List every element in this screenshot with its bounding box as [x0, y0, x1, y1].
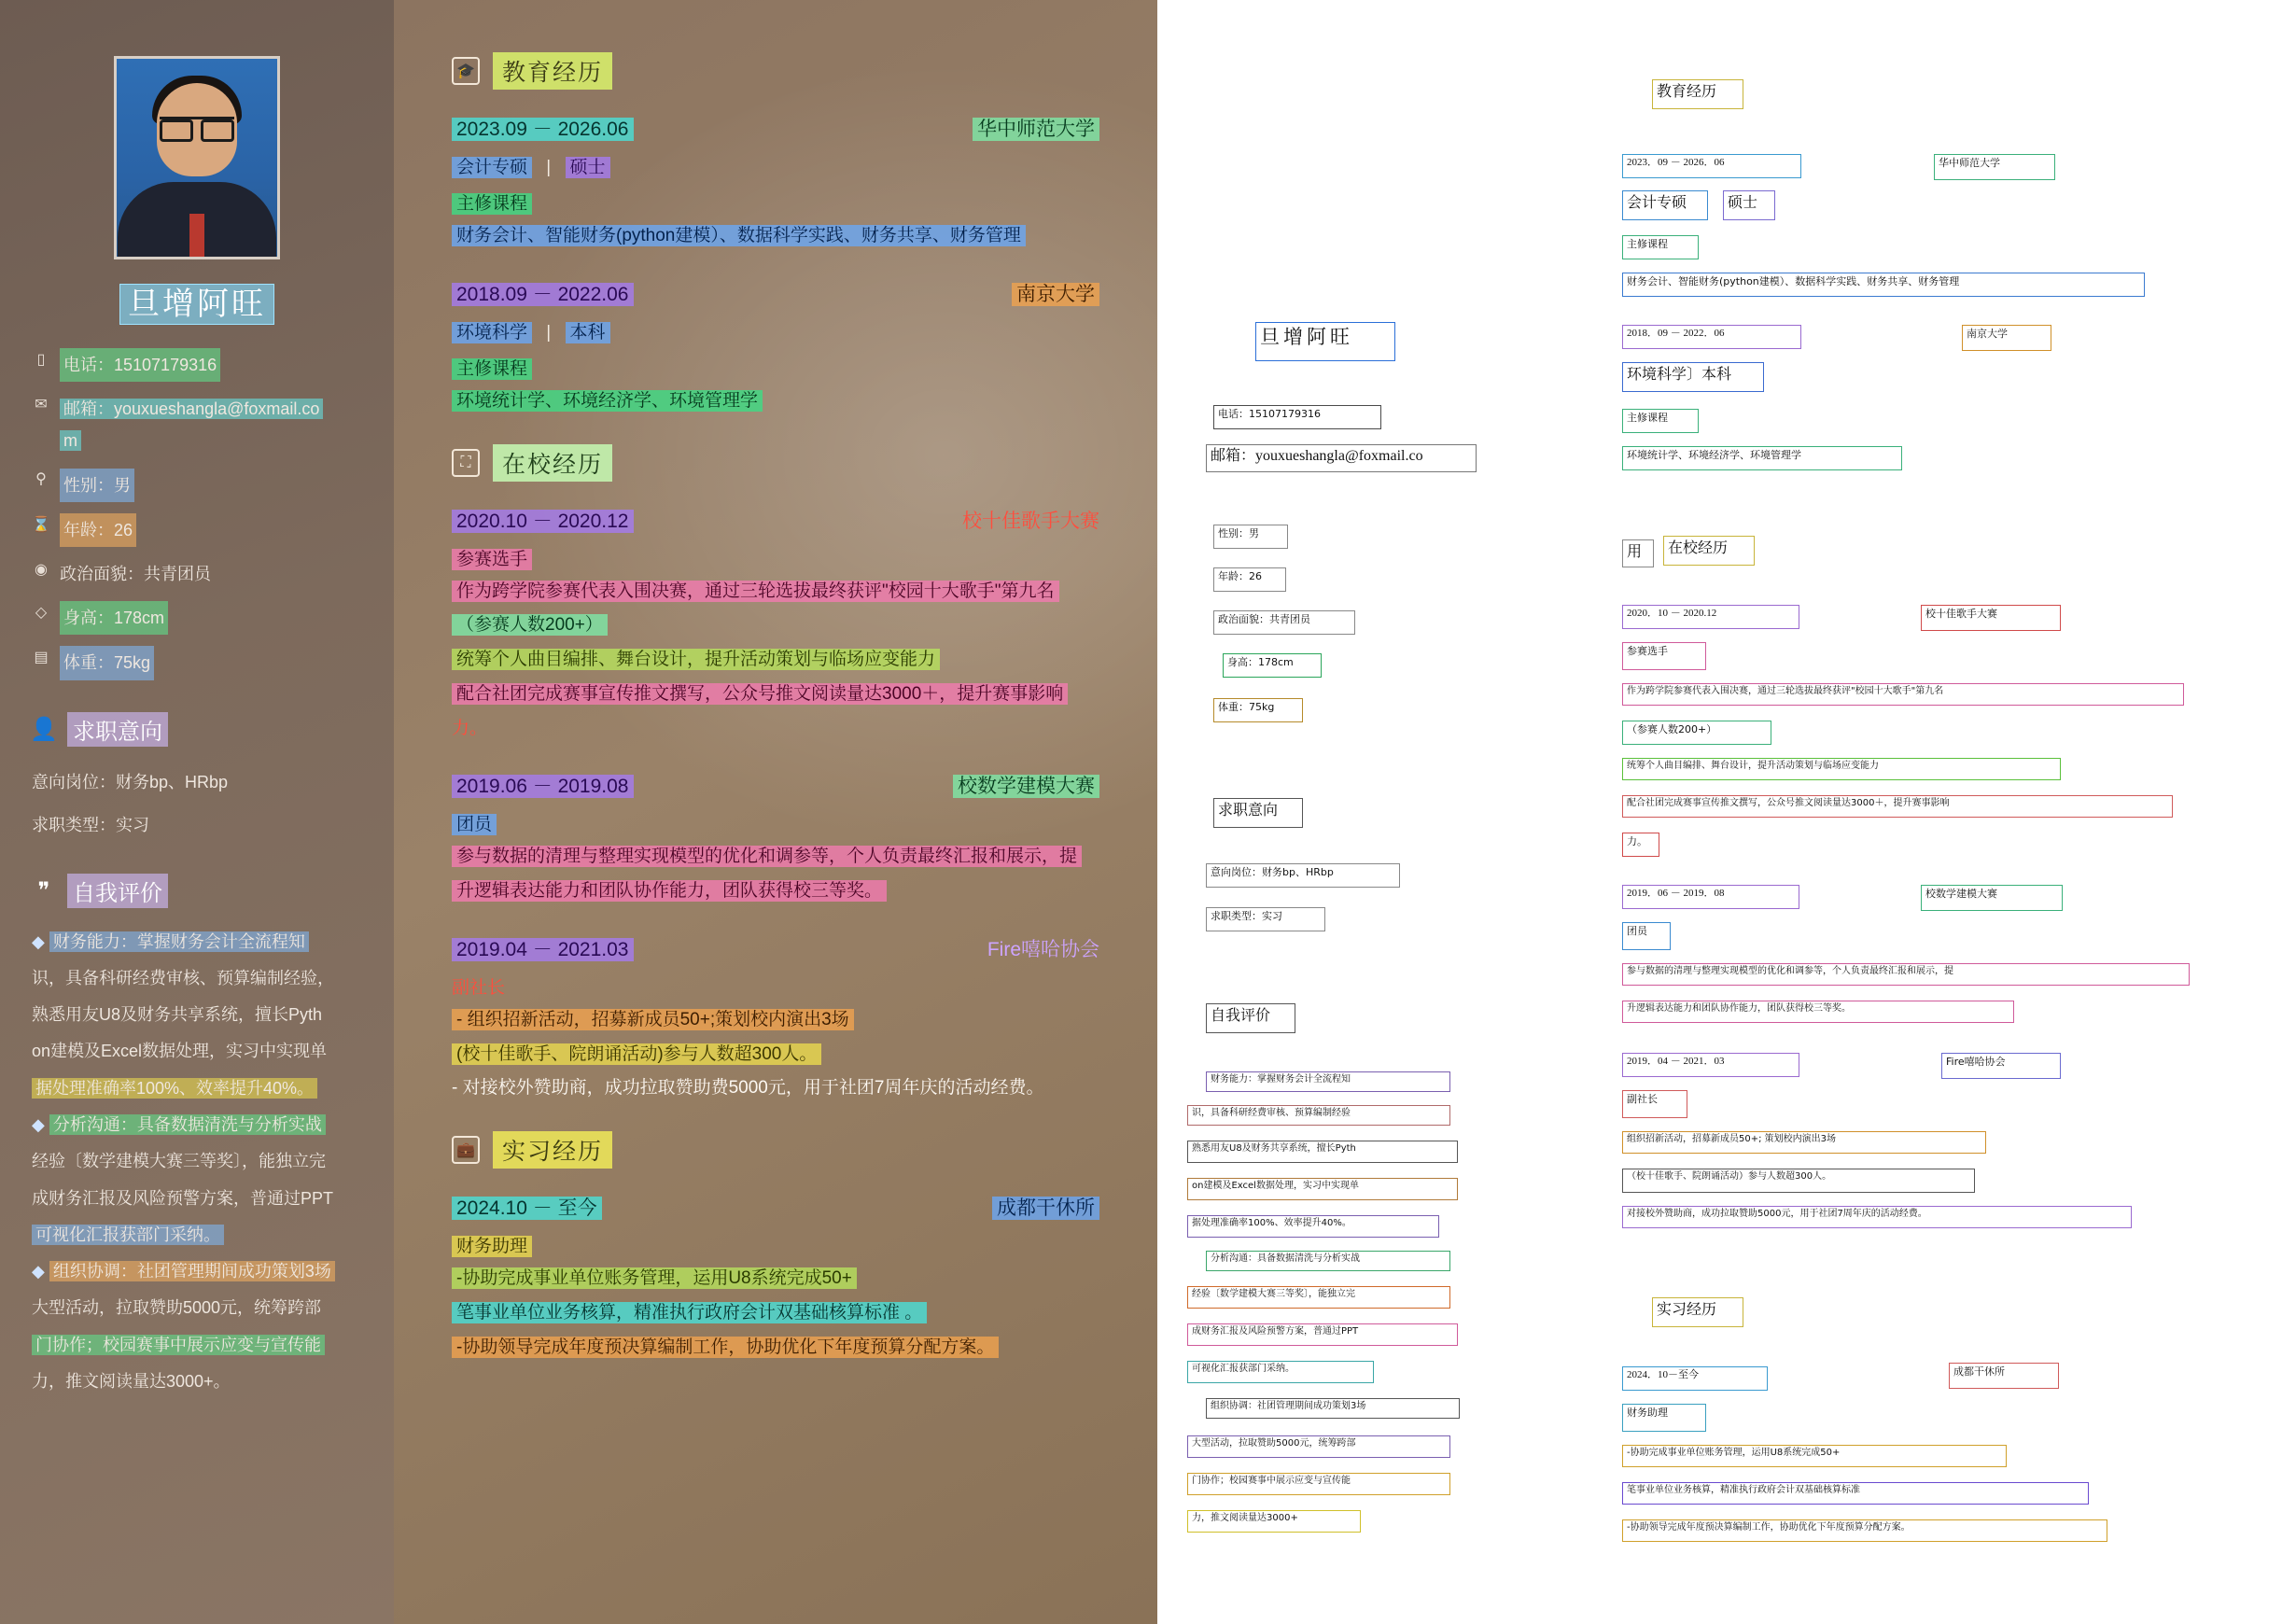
ocr-text-box: 实习经历: [1652, 1297, 1743, 1327]
ocr-text-box: 教育经历: [1652, 79, 1743, 109]
ocr-text-box: 成都干休所: [1949, 1363, 2059, 1389]
ocr-text-box: 财务助理: [1622, 1404, 1706, 1432]
internship-entry: 2024.10 － 至今 成都干休所 财务助理 -协助完成事业单位账务管理，运用U8系统完成50+ 笔事业单位业务核算，精准执行政府会计双基础核算标准 。 -协助领导完成年度预决算编制工作，协助优化下年度预算分配方案。: [452, 1193, 1099, 1362]
contact-list: [32, 348, 362, 680]
ocr-text-box: 对接校外赞助商，成功拉取赞助5000元，用于社团7周年庆的活动经费。: [1622, 1206, 2132, 1228]
ocr-text-box: 参与数据的清理与整理实现模型的优化和调参等，个人负责最终汇报和展示，提: [1622, 963, 2190, 986]
section-heading-education: 🎓 教育经历: [452, 52, 1099, 90]
ocr-overlay-panel: [1157, 0, 2296, 1624]
ocr-text-box: 组织招新活动，招募新成员50+; 策划校内演出3场: [1622, 1131, 1986, 1154]
ocr-text-box: 力，推文阅读量达3000+: [1187, 1510, 1361, 1533]
job-intent-position: 意向岗位：财务bp、HRbp: [32, 772, 229, 791]
mail-icon: ✉: [35, 397, 48, 413]
campus-entry: 2019.06 － 2019.08 校数学建模大赛 团员 参与数据的清理与整理实现模型的优化和调参等，个人负责最终汇报和展示，提 升逻辑表达能力和团队协作能力，团队获得校三等奖。: [452, 771, 1099, 906]
weight-icon: ▤: [34, 650, 49, 666]
ocr-text-box: 会计专硕: [1622, 190, 1708, 220]
self-eval-line: 可视化汇报获部门采纳。: [32, 1220, 362, 1251]
section-heading-job-intent: 👤 求职意向: [32, 712, 362, 747]
ocr-text-box: 体重：75kg: [1213, 698, 1303, 722]
person-icon: 👤: [30, 716, 58, 742]
ocr-text-box: 主修课程: [1622, 235, 1699, 259]
contact-politics: ◉ 政治面貌：共青团员: [32, 558, 362, 590]
self-eval-line: ◆ 组织协调：社团管理期间成功策划3场: [32, 1256, 362, 1287]
ocr-text-box: 电话：15107179316: [1213, 405, 1381, 429]
contact-email: ✉ 邮箱：youxueshangla@foxmail.co m: [32, 393, 362, 456]
ocr-text-box: 财务能力：掌握财务会计全流程知: [1206, 1071, 1450, 1092]
ocr-text-box: 据处理准确率100%、效率提升40%。: [1187, 1215, 1439, 1238]
ocr-text-box: 财务会计、智能财务(python建模）、数据科学实践、财务共享、财务管理: [1622, 273, 2145, 297]
ocr-text-box: 2019．04 － 2021．03: [1622, 1053, 1799, 1077]
ocr-text-box: Fire嘻哈协会: [1941, 1053, 2061, 1079]
education-entry: 2018.09 － 2022.06 南京大学 环境科学 | 本科 主修课程 环境统计学、环境经济学、环境管理学: [452, 279, 1099, 416]
ocr-text-box: 团员: [1622, 922, 1671, 950]
resume-main: [394, 0, 1157, 1624]
candidate-name: 旦增阿旺: [119, 284, 274, 325]
ocr-text-box: 2024．10－至今: [1622, 1366, 1768, 1391]
ocr-text-box: 识，具备科研经费审核、预算编制经验: [1187, 1105, 1450, 1126]
ocr-text-box: 校数学建模大赛: [1921, 885, 2063, 911]
campus-entry: 2019.04 － 2021.03 Fire嘻哈协会 副社长 - 组织招新活动，招募新成员50+;策划校内演出3场 (校十佳歌手、院朗诵活动)参与人数超300人。 - 对接校外赞助商，成功拉取赞助费5000元，用于社团7周年庆的活动经费。: [452, 938, 1099, 1099]
job-intent-type: 求职类型：实习: [32, 815, 149, 834]
self-eval-line: 据处理准确率100%、效率提升40%。: [32, 1073, 362, 1104]
ocr-text-box: 性别：男: [1213, 525, 1288, 549]
ocr-text-box: 校十佳歌手大赛: [1921, 605, 2061, 631]
ocr-text-box: 副社长: [1622, 1090, 1687, 1118]
self-eval-line: 经验〔数学建模大赛三等奖〕，能独立完: [32, 1152, 326, 1171]
ocr-text-box: 求职意向: [1213, 798, 1303, 828]
ocr-text-box: 分析沟通：具备数据清洗与分析实战: [1206, 1251, 1450, 1271]
ocr-text-box: 身高：178cm: [1223, 653, 1322, 678]
job-intent-body: [32, 765, 362, 842]
briefcase-icon: 💼: [452, 1136, 480, 1164]
phone-icon: ▯: [36, 351, 46, 368]
ocr-text-box: 2023．09 － 2026．06: [1622, 154, 1801, 178]
ocr-text-box: 主修课程: [1622, 409, 1699, 433]
ocr-text-box: 可视化汇报获部门采纳。: [1187, 1361, 1374, 1383]
ocr-text-box: 统筹个人曲目编排、舞台设计，提升活动策划与临场应变能力: [1622, 758, 2061, 780]
ocr-text-box: 环境统计学、环境经济学、环境管理学: [1622, 446, 1902, 470]
campus-entry: 2020.10 － 2020.12 校十佳歌手大赛 参赛选手 作为跨学院参赛代表入围决赛，通过三轮选拔最终获评"校园十大歌手"第九名 （参赛人数200+） 统筹个人曲目编排、舞台设计，提升活动策划与临场应变能力 配合社团完成赛事宣传推文撰写，公众号推文阅读量达3000＋，提升赛事影响 力。: [452, 510, 1099, 738]
ocr-text-box: 参赛选手: [1622, 642, 1706, 670]
ocr-text-box: on建模及Excel数据处理，实习中实现单: [1187, 1178, 1458, 1200]
resume-sidebar: [0, 0, 394, 1624]
ocr-text-box: 熟悉用友U8及财务共享系统，擅长Pyth: [1187, 1141, 1458, 1163]
ocr-text-box: 用: [1622, 539, 1654, 567]
ocr-text-box: 经验〔数学建模大赛三等奖〕，能独立完: [1187, 1286, 1450, 1309]
gender-icon: ⚲: [35, 471, 47, 488]
ocr-text-box: 2019．06 － 2019．08: [1622, 885, 1799, 909]
divider: |: [546, 158, 552, 177]
contact-phone: ▯ 电话：15107179316: [32, 348, 362, 382]
section-heading-self-eval: ❞ 自我评价: [32, 874, 362, 908]
self-eval-line: 熟悉用友U8及财务共享系统，擅长Pyth: [32, 1005, 323, 1025]
self-eval-line: 成财务汇报及风险预警方案，普通过PPT: [32, 1188, 334, 1208]
ocr-text-box: 邮箱：youxueshangla@foxmail.co: [1206, 444, 1477, 472]
ocr-text-box: 升逻辑表达能力和团队协作能力，团队获得校三等奖。: [1622, 1001, 2014, 1023]
ocr-text-box: （参赛人数200+）: [1622, 721, 1771, 745]
campus-icon: ⛶: [452, 449, 480, 477]
self-eval-line: 大型活动，拉取赞助5000元，统筹跨部: [32, 1298, 322, 1318]
education-entry: 2023.09 － 2026.06 华中师范大学 会计专硕 | 硕士 主修课程 财务会计、智能财务(python建模）、数据科学实践、财务共享、财务管理: [452, 114, 1099, 251]
self-eval-line: ◆ 财务能力：掌握财务会计全流程知: [32, 927, 362, 958]
ocr-text-box: 自我评价: [1206, 1003, 1295, 1033]
avatar: [114, 56, 280, 259]
ocr-text-box: 2020．10 － 2020.12: [1622, 605, 1799, 629]
age-icon: ⌛: [32, 516, 50, 533]
ocr-text-box: 2018．09 － 2022．06: [1622, 325, 1801, 349]
self-eval-line: 力，推文阅读量达3000+。: [32, 1372, 231, 1392]
ocr-text-box: 求职类型：实习: [1206, 907, 1325, 931]
ocr-text-box: 南京大学: [1962, 325, 2051, 351]
contact-weight: ▤ 体重：75kg: [32, 646, 362, 679]
glasses-icon: [160, 117, 234, 135]
ocr-text-box: 环境科学〕本科: [1622, 362, 1764, 392]
ocr-text-box: 成财务汇报及风险预警方案，普通过PPT: [1187, 1323, 1458, 1346]
politics-icon: ◉: [35, 561, 48, 578]
ocr-text-box: 配合社团完成赛事宣传推文撰写，公众号推文阅读量达3000＋，提升赛事影响: [1622, 795, 2173, 818]
self-eval-line: on建模及Excel数据处理，实习中实现单: [32, 1042, 328, 1061]
ocr-text-box: 意向岗位：财务bp、HRbp: [1206, 863, 1400, 888]
ocr-text-box: 作为跨学院参赛代表入围决赛，通过三轮选拔最终获评"校园十大歌手"第九名: [1622, 683, 2184, 706]
ocr-text-box: 门协作；校园赛事中展示应变与宣传能: [1187, 1473, 1450, 1495]
ocr-text-box: 组织协调：社团管理期间成功策划3场: [1206, 1398, 1460, 1419]
ocr-text-box: 硕士: [1723, 190, 1775, 220]
ocr-text-box: 政治面貌：共青团员: [1213, 610, 1355, 635]
ocr-text-box: 大型活动，拉取赞助5000元，统筹跨部: [1187, 1435, 1450, 1458]
graduation-cap-icon: 🎓: [452, 57, 480, 85]
ocr-text-box: 华中师范大学: [1934, 154, 2055, 180]
quote-icon: ❞: [37, 877, 50, 903]
self-eval-line: ◆ 分析沟通：具备数据清洗与分析实战: [32, 1110, 362, 1141]
ocr-text-box: -协助完成事业单位账务管理，运用U8系统完成50+: [1622, 1445, 2007, 1467]
avatar-tie: [189, 214, 204, 257]
self-eval-body: [32, 927, 362, 1398]
ocr-text-box: （校十佳歌手、院朗诵活动）参与人数超300人。: [1622, 1169, 1975, 1193]
section-heading-internship: 💼 实习经历: [452, 1131, 1099, 1169]
ocr-text-box: -协助领导完成年度预决算编制工作，协助优化下年度预算分配方案。: [1622, 1519, 2107, 1542]
contact-gender: ⚲ 性别：男: [32, 469, 362, 502]
height-icon: ◇: [35, 604, 48, 621]
contact-age: ⌛ 年龄：26: [32, 513, 362, 547]
page-title: [32, 278, 362, 324]
ocr-text-box: 在校经历: [1663, 536, 1755, 566]
section-heading-campus: ⛶ 在校经历: [452, 444, 1099, 482]
self-eval-line: 门协作；校园赛事中展示应变与宣传能: [32, 1330, 362, 1361]
ocr-text-box: 笔事业单位业务核算，精准执行政府会计双基础核算标准: [1622, 1482, 2089, 1505]
contact-height: ◇ 身高：178cm: [32, 601, 362, 635]
ocr-text-box: 旦增阿旺: [1255, 322, 1395, 361]
ocr-text-box: 年龄：26: [1213, 567, 1286, 592]
ocr-text-box: 力。: [1622, 833, 1659, 857]
divider: |: [546, 322, 552, 343]
self-eval-line: 识，具备科研经费审核、预算编制经验，: [32, 968, 334, 987]
